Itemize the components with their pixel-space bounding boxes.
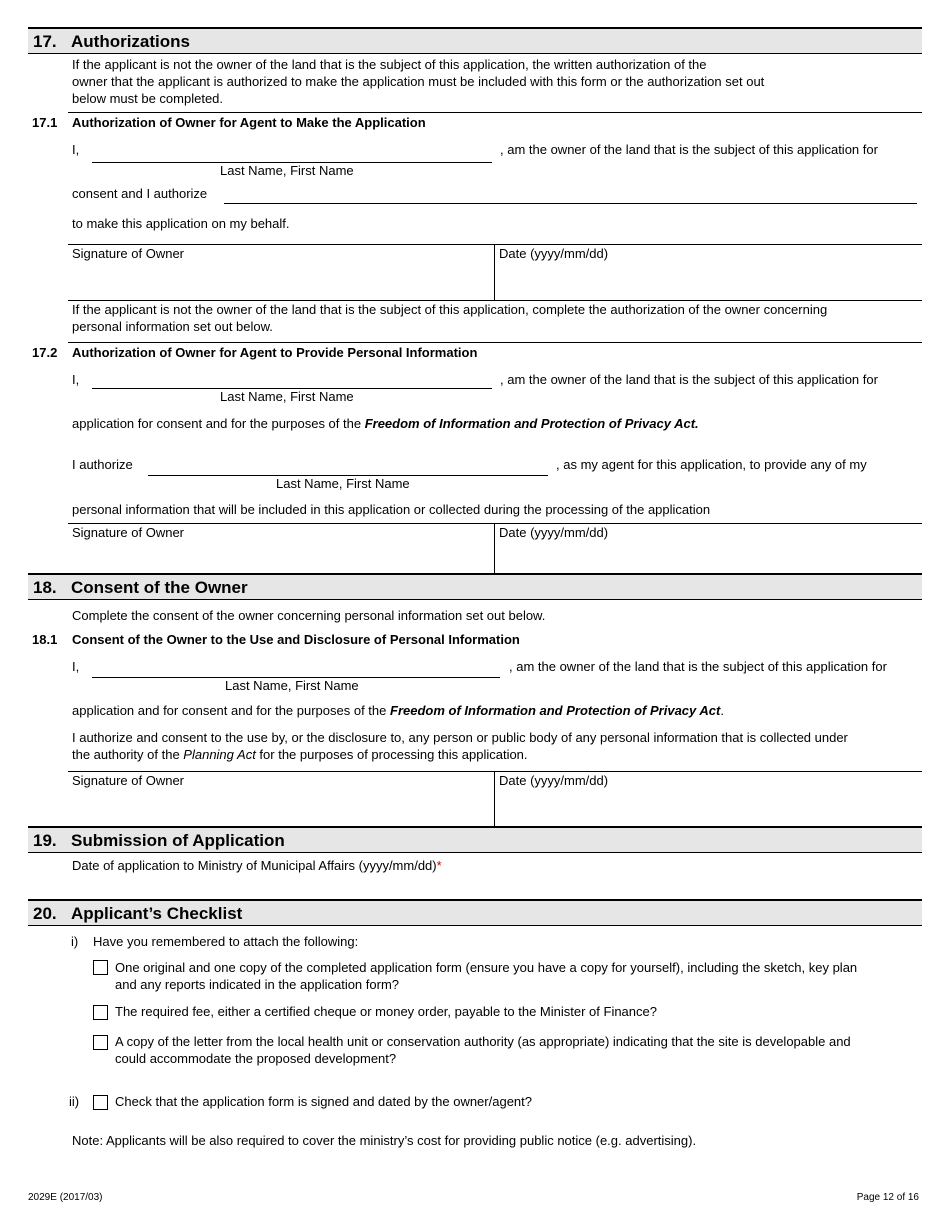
form-id: 2029E (2017/03) xyxy=(28,1192,103,1203)
section-title: Submission of Application xyxy=(71,831,285,850)
signature-label: Signature of Owner xyxy=(72,773,185,788)
owner-name-field-18-1[interactable] xyxy=(92,660,500,678)
i-label: I, xyxy=(72,142,80,157)
agent-name-caption: Last Name, First Name xyxy=(276,476,410,491)
section-20-header xyxy=(28,899,922,926)
divider xyxy=(494,523,495,573)
privacy-purpose-text: application for consent and for the purposes of the xyxy=(72,416,365,431)
period: . xyxy=(720,703,724,718)
authorize-text: for the purposes of processing this application. xyxy=(255,747,528,762)
authorize-text: the authority of the xyxy=(72,747,184,762)
i-label: I, xyxy=(72,659,80,674)
consent-authorize-label: consent and I authorize xyxy=(72,186,208,201)
privacy-purpose-text: application and for consent and for the purposes of the xyxy=(72,703,390,718)
owner-name-caption: Last Name, First Name xyxy=(220,163,354,178)
divider xyxy=(494,771,495,827)
section-number: 20. xyxy=(33,904,57,923)
required-mark: * xyxy=(436,858,442,873)
checklist-item-4: Check that the application form is signed and dated by the owner/agent? xyxy=(115,1094,532,1109)
owner-name-field-17-2[interactable] xyxy=(92,371,492,389)
date-label: Date (yyyy/mm/dd) xyxy=(499,246,609,261)
section-17-intro-line-1: If the applicant is not the owner of the land that is the subject of this application, the written authorization of the xyxy=(72,57,707,72)
personal-info-note-line-1: If the applicant is not the owner of the land that is the subject of this application, complete the authorization of the owner concerning xyxy=(72,302,828,317)
owner-signature-field-17-2[interactable] xyxy=(70,541,490,571)
submission-date-field[interactable] xyxy=(70,875,490,893)
divider xyxy=(68,244,922,245)
public-notice-note: Note: Applicants will be also required to cover the ministry’s cost for providing public notice (e.g. advertising). xyxy=(72,1133,697,1148)
section-number: 19. xyxy=(33,831,57,850)
section-title: Applicant’s Checklist xyxy=(71,904,243,923)
agent-name-field-17-1[interactable] xyxy=(224,186,917,204)
agent-statement: , as my agent for this application, to provide any of my xyxy=(556,457,867,472)
page-number: Page 12 of 16 xyxy=(856,1192,919,1203)
checkbox-required-fee[interactable] xyxy=(93,1005,108,1020)
checklist-part-i-label: i) xyxy=(71,934,79,949)
divider xyxy=(494,244,495,300)
checkbox-health-unit-letter[interactable] xyxy=(93,1035,108,1050)
section-17-intro-line-3: below must be completed. xyxy=(72,91,224,106)
owner-name-field-17-1[interactable] xyxy=(92,145,492,163)
owner-signature-field-17-1[interactable] xyxy=(70,262,490,298)
section-18-header xyxy=(28,573,922,600)
privacy-purpose-statement xyxy=(72,415,699,432)
checklist-item-2: The required fee, either a certified cheque or money order, payable to the Minister of Finance? xyxy=(115,1004,657,1019)
authorize-consent-line-1: I authorize and consent to the use by, or the disclosure to, any person or public body of any personal information that is collected under xyxy=(72,730,848,745)
personal-info-statement: personal information that will be included in this application or collected during the processing of the application xyxy=(72,502,711,517)
subsection-title-17-1: Authorization of Owner for Agent to Make the Application xyxy=(72,115,426,130)
section-17-intro-line-2: owner that the applicant is authorized to make the application must be included with this form or the authorization set out xyxy=(72,74,765,89)
checklist-item-1-line-1: One original and one copy of the completed application form (ensure you have a copy for yourself), including the sketch, key plan xyxy=(115,960,858,975)
privacy-purpose-statement xyxy=(72,702,724,719)
section-number: 17. xyxy=(33,32,57,51)
divider xyxy=(68,523,922,524)
checkbox-signed-dated[interactable] xyxy=(93,1095,108,1110)
planning-act-name: Planning Act xyxy=(183,747,256,762)
submission-date-label xyxy=(72,857,442,874)
signature-label: Signature of Owner xyxy=(72,525,185,540)
privacy-act-name: Freedom of Information and Protection of Privacy Act. xyxy=(364,416,699,431)
subsection-number-17-2: 17.2 xyxy=(32,345,58,360)
signature-date-field-18-1[interactable] xyxy=(497,789,917,825)
owner-statement: , am the owner of the land that is the subject of this application for xyxy=(500,142,878,157)
date-label: Date (yyyy/mm/dd) xyxy=(499,773,609,788)
section-17-header xyxy=(28,27,922,54)
owner-signature-field-18-1[interactable] xyxy=(70,789,490,825)
authorize-consent-line-2 xyxy=(72,746,528,763)
authorize-label: I authorize xyxy=(72,457,133,472)
signature-date-field-17-1[interactable] xyxy=(497,262,917,298)
section-title: Authorizations xyxy=(71,32,190,51)
signature-label: Signature of Owner xyxy=(72,246,185,261)
section-19-header xyxy=(28,826,922,853)
privacy-act-name: Freedom of Information and Protection of Privacy Act xyxy=(390,703,721,718)
divider xyxy=(68,112,922,113)
i-label: I, xyxy=(72,372,80,387)
divider xyxy=(68,342,922,343)
section-title: Consent of the Owner xyxy=(71,578,248,597)
personal-info-note-line-2: personal information set out below. xyxy=(72,319,273,334)
owner-name-caption: Last Name, First Name xyxy=(220,389,354,404)
divider xyxy=(68,771,922,772)
signature-date-field-17-2[interactable] xyxy=(497,541,917,571)
subsection-title-17-2: Authorization of Owner for Agent to Provide Personal Information xyxy=(72,345,478,360)
behalf-statement: to make this application on my behalf. xyxy=(72,216,290,231)
submission-date-text: Date of application to Ministry of Municipal Affairs (yyyy/mm/dd) xyxy=(72,858,437,873)
checklist-item-3-line-2: could accommodate the proposed development? xyxy=(115,1051,397,1066)
owner-name-caption: Last Name, First Name xyxy=(225,678,359,693)
checklist-part-ii-label: ii) xyxy=(69,1094,80,1109)
agent-name-field-17-2[interactable] xyxy=(148,458,548,476)
subsection-number-18-1: 18.1 xyxy=(32,632,58,647)
checklist-part-i-text: Have you remembered to attach the following: xyxy=(93,934,359,949)
checklist-item-3-line-1: A copy of the letter from the local health unit or conservation authority (as appropriate) indicating that the site is developable and xyxy=(115,1034,851,1049)
section-number: 18. xyxy=(33,578,57,597)
subsection-number-17-1: 17.1 xyxy=(32,115,58,130)
subsection-title-18-1: Consent of the Owner to the Use and Disclosure of Personal Information xyxy=(72,632,520,647)
checklist-item-1-line-2: and any reports indicated in the application form? xyxy=(115,977,400,992)
checkbox-application-form[interactable] xyxy=(93,960,108,975)
date-label: Date (yyyy/mm/dd) xyxy=(499,525,609,540)
owner-statement: , am the owner of the land that is the subject of this application for xyxy=(500,372,878,387)
owner-statement: , am the owner of the land that is the subject of this application for xyxy=(509,659,887,674)
section-18-intro: Complete the consent of the owner concerning personal information set out below. xyxy=(72,608,546,623)
